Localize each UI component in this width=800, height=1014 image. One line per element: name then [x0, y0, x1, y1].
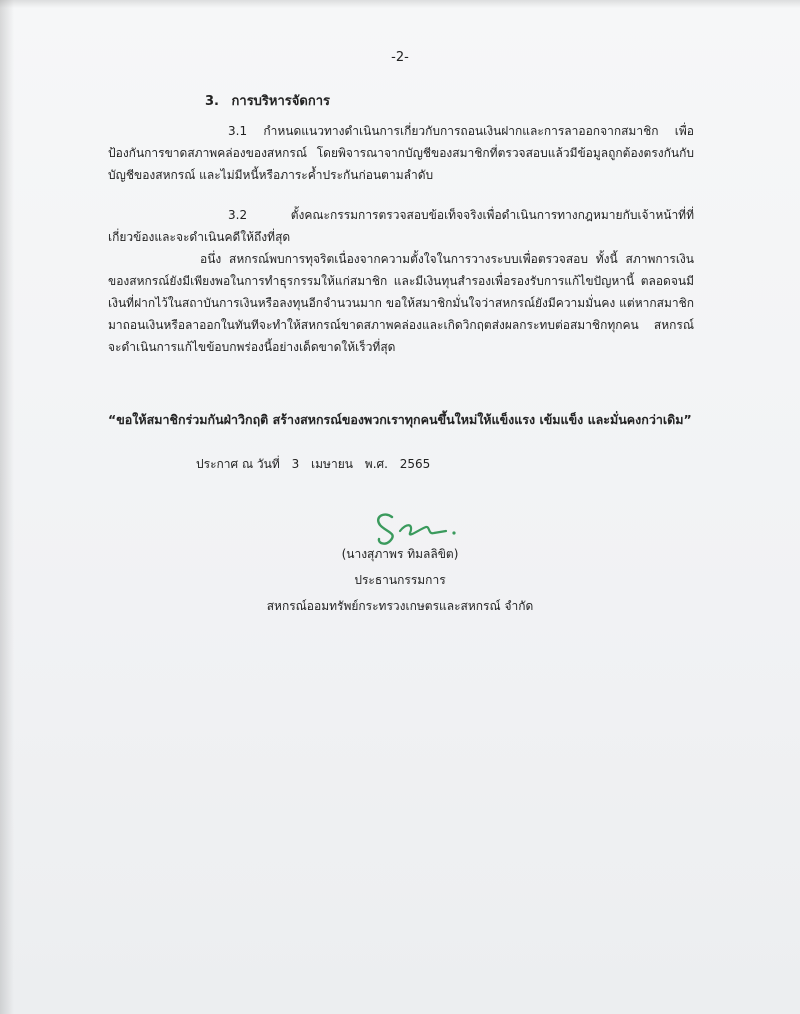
- announcement-day: 3: [291, 457, 300, 471]
- signatory-name: (นางสุภาพร ทิมลลิขิต): [341, 547, 459, 561]
- announcement-month: เมษายน: [311, 457, 353, 471]
- item-3-2-text: 3.2 ตั้งคณะกรรมการตรวจสอบข้อเท็จจริงเพื่อดำเนินการทางกฎหมายกับเจ้าหน้าที่ที่เกี่ยวข้องและจะดำเนินคดีให้ถึงที่สุด: [108, 208, 694, 244]
- page-number: -2-: [391, 50, 409, 65]
- section-heading: [205, 90, 330, 111]
- announcement-year: 2565: [399, 457, 431, 471]
- item-3-1-text: 3.1 กำหนดแนวทางดำเนินการเกี่ยวกับการถอนเงินฝากและการลาออกจากสมาชิก เพื่อป้องกันการขาดสภาพคล่องของสหกรณ์ โดยพิจารณาจากบัญชีของสมาชิกที่ตรวจสอบแล้วมีข้อมูลถูกต้องตรงกันกับบัญชีของสหกรณ์ และไม่มีหนี้หรือภาระค้ำประกันก่อนตามลำดับ: [108, 124, 694, 182]
- item-3-2-paragraph: [108, 204, 694, 248]
- announcement-line: [196, 455, 438, 474]
- announcement-era: พ.ศ.: [364, 457, 388, 471]
- item-3-1-paragraph: [108, 120, 694, 186]
- section-title: การบริหารจัดการ: [231, 94, 330, 109]
- page-edge-shadow: [0, 0, 14, 1014]
- signature-scribble: [370, 505, 465, 550]
- page-top-shadow: [0, 0, 800, 8]
- main-paragraph-text: อนึ่ง สหกรณ์พบการทุจริตเนื่องจากความตั้งใจในการวางระบบเพื่อตรวจสอบ ทั้งนี้ สภาพการเงินของสหกรณ์ยังมีเพียงพอในการทำธุรกรรมให้แก่สมาชิก และมีเงินทุนสำรองเพื่อรองรับการแก้ไขปัญหานี้ ตลอดจนมีเงินที่ฝากไว้ในสถาบันการเงินหรือลงทุนอีกจำนวนมาก ขอให้สมาชิกมั่นใจว่าสหกรณ์ยังมีความมั่นคง แต่หากสมาชิกมาถอนเงินหรือลาออกในทันทีจะทำให้สหกรณ์ขาดสภาพคล่องและเกิดวิกฤตส่งผลกระทบต่อสมาชิกทุกคน สหกรณ์จะดำเนินการแก้ไขข้อบกพร่องนี้อย่างเด็ดขาดให้เร็วที่สุด: [108, 252, 694, 354]
- signatory-position: ประธานกรรมการ: [354, 573, 446, 587]
- slogan: “ขอให้สมาชิกร่วมกันฝ่าวิกฤติ สร้างสหกรณ์ของพวกเราทุกคนขึ้นใหม่ให้แข็งแรง เข้มแข็ง และมั่นคงกว่าเดิม”: [108, 412, 692, 427]
- main-paragraph: [108, 248, 694, 358]
- section-number: 3.: [205, 94, 219, 109]
- signatory-organization: สหกรณ์ออมทรัพย์กระทรวงเกษตรและสหกรณ์ จำกัด: [266, 599, 534, 613]
- announcement-prefix: ประกาศ ณ วันที่: [196, 457, 280, 471]
